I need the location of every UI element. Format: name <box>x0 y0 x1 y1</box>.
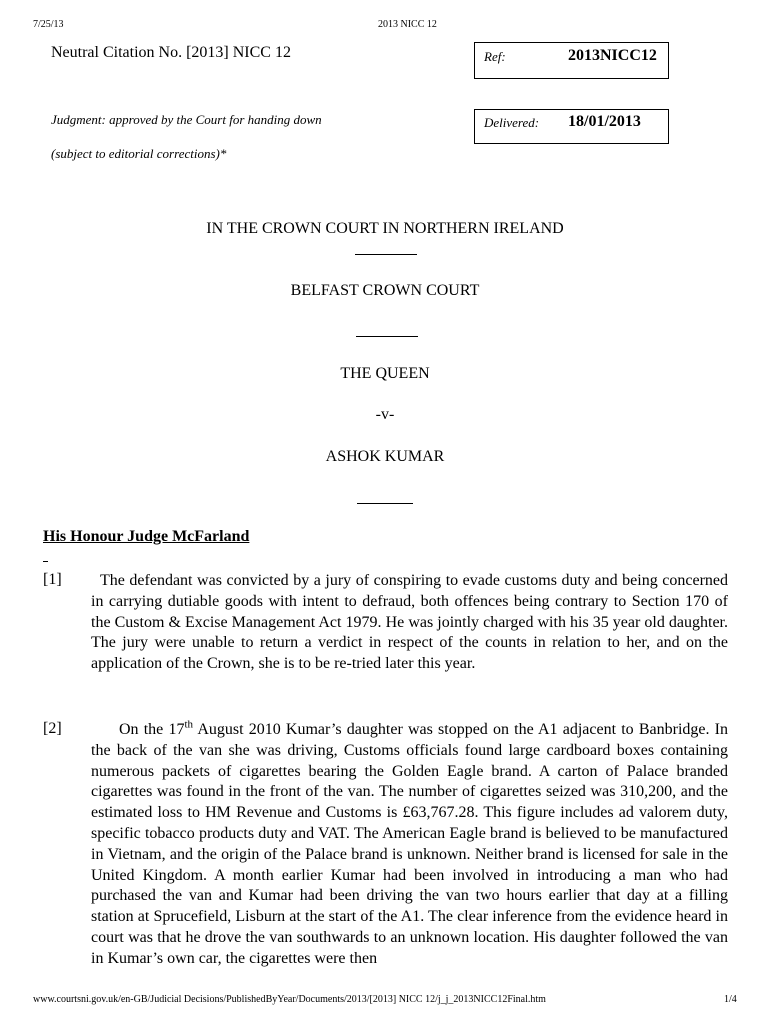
paragraph-body: August 2010 Kumar’s daughter was stopped on the A1 adjacent to Banbridge. In the back of the van she was driving, Customs officials found large cardboard boxes containing numerous packets of cigarettes bearing the Golden Eagle brand. A carton of Palace branded cigarettes was found in the front of the van. The number of cigarettes seized was 310,200, and the estimated loss to HM Revenue and Customs is £63,767.28. This figure includes ad valorem duty, specific tobacco products duty and VAT. The American Eagle brand is believed to be manufactured in Vietnam, and the origin of the Palace brand is unknown. Neither brand is licensed for sale in the United Kingdom. A month earlier Kumar had been involved in introducing a man who had purchased the van and Kumar had been driving the van two hours earlier that day at a filling station at Sprucefield, Lisburn at the start of the A1. The clear inference from the evidence heard in court was that he drove the van southwards to an unknown location. His daughter followed the van in Kumar’s own car, the cigarettes were then <box>91 721 728 967</box>
ref-label: Ref: <box>484 49 506 64</box>
judgment-note: Judgment: approved by the Court for handing down <box>51 112 322 127</box>
paragraph-number: [2] <box>43 720 62 737</box>
page-header-title: 2013 NICC 12 <box>378 19 437 30</box>
dash-mark <box>43 561 48 562</box>
paragraph-text: The defendant was convicted by a jury of conspiring to evade customs duty and being concerned in carrying dutiable goods with intent to defraud, both offences being contrary to Section 170 of the Custom & Excise Management Act 1979. He was jointly charged with his 35 year old daughter. The jury were unable to return a verdict in respect of the counts in relation to her, and on the application of the Crown, she is to be re-tried later this year. <box>91 572 728 673</box>
paragraph-text <box>91 720 728 970</box>
divider <box>357 503 413 504</box>
delivered-value: 18/01/2013 <box>568 113 641 130</box>
paragraph-number: [1] <box>43 571 62 588</box>
judgment-note-corrections: (subject to editorial corrections)* <box>51 146 227 161</box>
divider <box>356 336 418 337</box>
ref-value: 2013NICC12 <box>568 47 657 64</box>
paragraph-lead: On the 17 <box>119 721 185 738</box>
delivered-label: Delivered: <box>484 115 540 130</box>
ordinal-suffix: th <box>184 718 194 731</box>
page-header-date: 7/25/13 <box>33 19 64 30</box>
delivered-box <box>474 109 669 144</box>
court-title: IN THE CROWN COURT IN NORTHERN IRELAND <box>206 220 564 237</box>
ref-box <box>474 42 669 79</box>
court-division: BELFAST CROWN COURT <box>290 282 480 299</box>
party-defendant: ASHOK KUMAR <box>325 448 445 465</box>
footer-page: 1/4 <box>724 994 737 1005</box>
judge-name: His Honour Judge McFarland <box>43 528 250 545</box>
footer-url: www.courtsni.gov.uk/en-GB/Judicial Decisions/PublishedByYear/Documents/2013/[2013] NICC 12/j_j_2013NICC12Final.htm <box>33 994 546 1005</box>
neutral-citation: Neutral Citation No. [2013] NICC 12 <box>51 44 291 61</box>
divider <box>355 254 417 255</box>
party-queen: THE QUEEN <box>340 365 430 382</box>
versus: -v- <box>375 406 395 423</box>
